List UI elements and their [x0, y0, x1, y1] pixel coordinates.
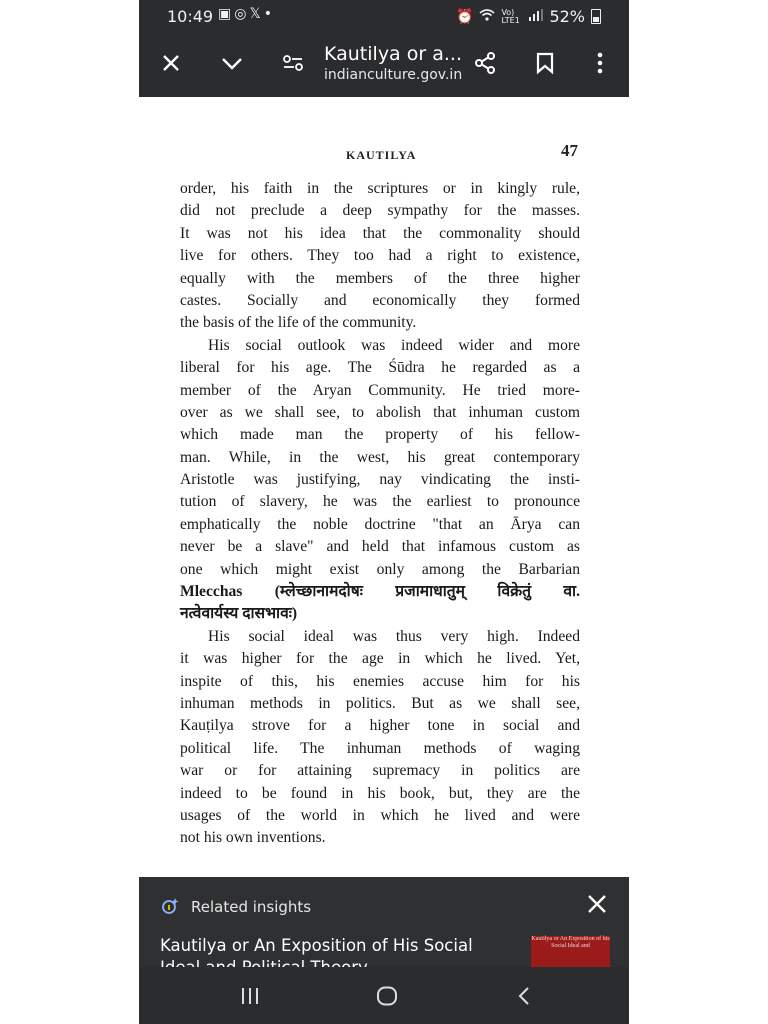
text-line: inspite of this, his enemies accuse him for his — [180, 672, 580, 690]
share-icon[interactable] — [470, 48, 500, 78]
status-time: 10:49 — [167, 7, 214, 26]
running-head: KAUTILYA — [346, 148, 417, 162]
text-line: liberal for his age. The Śūdra he regarded as a — [180, 359, 580, 377]
page-number: 47 — [561, 141, 578, 160]
home-icon[interactable] — [372, 982, 402, 1010]
dot-icon: • — [263, 6, 275, 22]
close-icon[interactable] — [156, 48, 186, 78]
text-line: the basis of the life of the community. — [180, 314, 417, 332]
related-insights-panel[interactable] — [139, 877, 629, 967]
page-url[interactable]: indianculture.gov.in — [324, 67, 463, 83]
close-insights-icon[interactable] — [586, 893, 608, 919]
text-line: it was higher for the age in which he lived. Yet, — [180, 650, 580, 668]
body-text — [180, 178, 580, 850]
status-left-icons — [218, 6, 275, 22]
text-line: order, his faith in the scriptures or in kingly rule, — [180, 180, 580, 197]
text-line: His social outlook was indeed wider and more — [208, 336, 580, 354]
more-options-icon[interactable] — [585, 48, 615, 78]
chevron-down-icon[interactable] — [217, 48, 247, 78]
alarm-icon: ⏰ — [456, 8, 474, 25]
text-line-sanskrit: Mlecchas (म्लेच्छानामदोषः प्रजामाधातुम् विक्रेतुं वा. — [180, 583, 580, 601]
page-title[interactable]: Kautilya or a... — [324, 43, 462, 65]
insights-sparkle-icon — [161, 897, 179, 919]
text-line: tution of slavery, he was the earliest to pronounce — [180, 493, 580, 511]
back-icon[interactable] — [509, 982, 539, 1010]
text-line: castes. Socially and economically they formed — [180, 291, 580, 309]
top-bar — [139, 0, 629, 97]
gallery-icon: ▣ — [218, 6, 235, 22]
text-line: His social ideal was thus very high. Indeed — [208, 627, 580, 645]
text-line: inhuman methods in politics. But as we shall see, — [180, 694, 580, 712]
phone-screen — [139, 0, 629, 1024]
insight-thumbnail[interactable]: Kautilya or An Exposition of his Social Ideal and — [531, 936, 610, 967]
status-right-icons — [456, 7, 601, 26]
text-line-sanskrit: नत्वेवार्यस्य दासभावः) — [180, 605, 298, 623]
text-line: Kauṭilya strove for a higher tone in social and — [180, 717, 580, 735]
text-line: over as we shall see, to abolish that inhuman custom — [180, 403, 580, 421]
text-line: member of the Aryan Community. He tried more- — [180, 381, 580, 399]
text-line: not his own inventions. — [180, 829, 326, 847]
network-label: Vo) LTE1 — [501, 7, 520, 25]
text-line: which made man the property of his fellow- — [180, 426, 580, 444]
whatsapp-icon: ◎ — [234, 6, 250, 22]
recent-apps-icon[interactable] — [235, 982, 265, 1010]
text-line: emphatically the noble doctrine "that an Ārya can — [180, 515, 580, 533]
text-line: never be a slave" and held that infamous custom as — [180, 538, 580, 556]
navigation-bar — [139, 967, 629, 1024]
insight-title-link[interactable]: Kautilya or An Exposition of His Social — [160, 936, 473, 955]
signal-icon — [529, 9, 543, 25]
text-line: one which might exist only among the Barbarian — [180, 560, 580, 578]
text-line: live for others. They too had a right to existence, — [180, 247, 580, 265]
bookmark-icon[interactable] — [530, 48, 560, 78]
text-line: Aristotle was justifying, nay vindicating the insti- — [180, 471, 580, 489]
insights-label: Related insights — [191, 898, 312, 916]
text-line: man. While, in the west, his great contemporary — [180, 448, 580, 466]
wifi-icon — [479, 9, 495, 25]
text-line: political life. The inhuman methods of waging — [180, 739, 580, 757]
text-line: It was not his idea that the commonality should — [180, 224, 580, 242]
battery-percent: 52% — [549, 7, 585, 26]
text-line: war or for attaining supremacy in politics are — [180, 762, 580, 780]
page-settings-icon[interactable] — [278, 48, 308, 78]
text-line: indeed to be found in his book, but, they are the — [180, 784, 580, 802]
x-icon: 𝕏 — [249, 6, 264, 22]
text-line: did not preclude a deep sympathy for the masses. — [180, 202, 580, 220]
text-line: usages of the world in which he lived and were — [180, 806, 580, 824]
document-page — [139, 97, 629, 877]
text-line: equally with the members of the three higher — [180, 269, 580, 287]
battery-icon — [591, 9, 601, 24]
